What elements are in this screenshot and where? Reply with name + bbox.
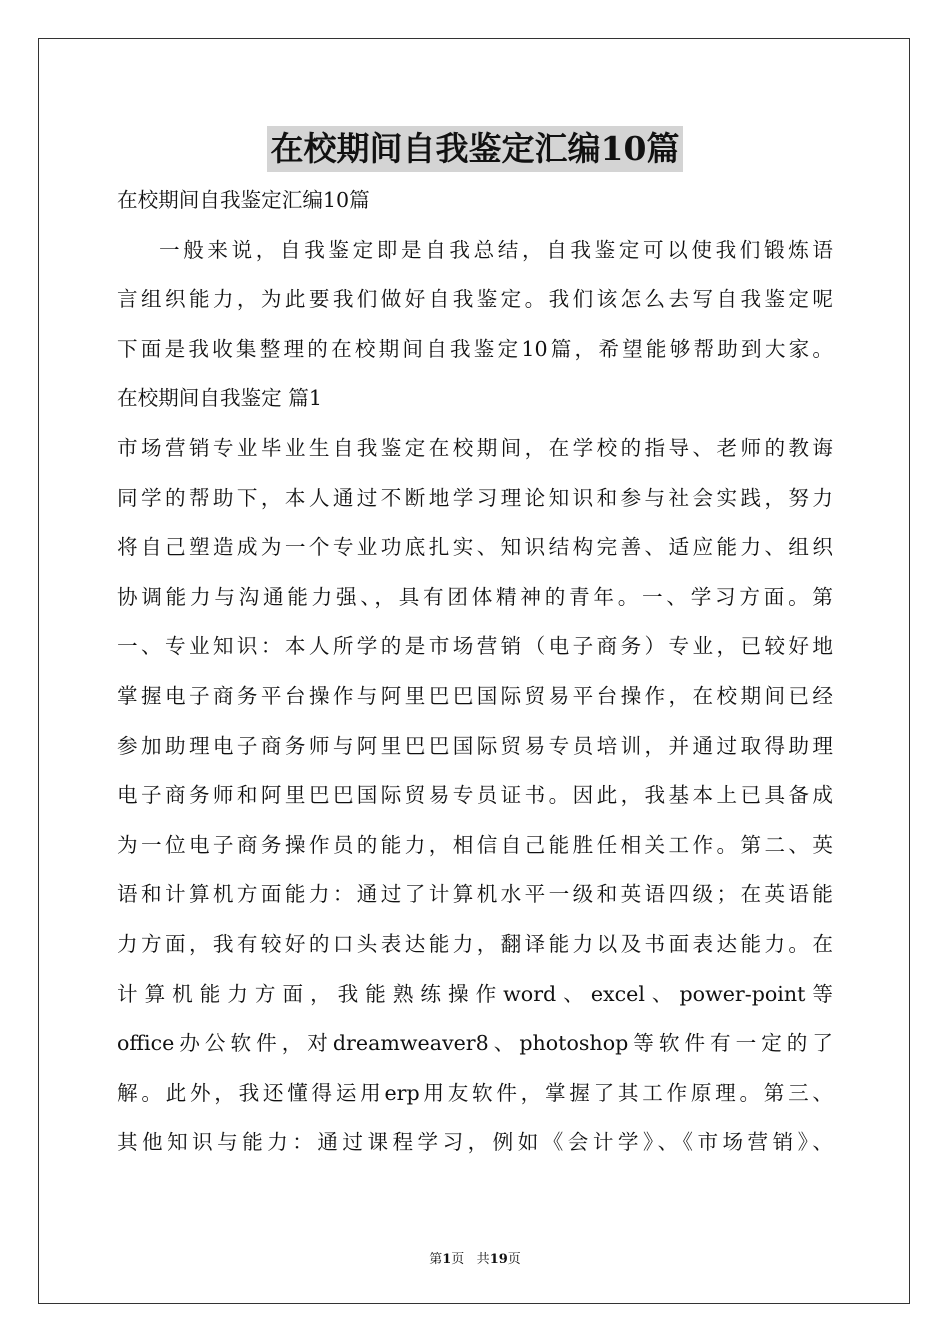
paragraph-line: 将自己塑造成为一个专业功底扎实、知识结构完善、适应能力、组织 [117, 535, 833, 560]
paragraph-line: 计算机能力方面，我能熟练操作word、excel、power-point等 [117, 981, 833, 1006]
paragraph-line: 参加助理电子商务师与阿里巴巴国际贸易专员培训，并通过取得助理 [117, 733, 833, 758]
subtitle-line: 在校期间自我鉴定汇编10篇 [117, 188, 370, 212]
paragraph-line: 协调能力与沟通能力强、，具有团体精神的青年。一、学习方面。第 [117, 584, 833, 609]
paragraph-line: 掌握电子商务平台操作与阿里巴巴国际贸易平台操作，在校期间已经 [117, 683, 833, 708]
page-number: 1 [442, 1252, 452, 1267]
paragraph-line: 其他知识与能力：通过课程学习，例如《会计学》、《市场营销》、 [117, 1130, 833, 1155]
total-suffix: 页 [507, 1252, 521, 1267]
paragraph-line: 为一位电子商务操作员的能力，相信自己能胜任相关工作。第二、英 [117, 832, 833, 857]
page-footer [0, 1248, 950, 1267]
paragraph-line: office办公软件，对dreamweaver8、photoshop等软件有一定的了 [117, 1031, 833, 1056]
total-prefix: 共 [476, 1252, 490, 1267]
paragraph-line: 同学的帮助下，本人通过不断地学习理论知识和参与社会实践，努力 [117, 485, 833, 510]
section-heading: 在校期间自我鉴定 篇1 [117, 386, 322, 411]
title-container [0, 126, 950, 172]
page-label-suffix: 页 [451, 1252, 465, 1267]
paragraph-line: 一、专业知识：本人所学的是市场营销（电子商务）专业，已较好地 [117, 634, 833, 659]
paragraph-line: 下面是我收集整理的在校期间自我鉴定10篇，希望能够帮助到大家。 [117, 336, 833, 361]
page-label-prefix: 第 [429, 1252, 443, 1267]
paragraph-line: 一般来说，自我鉴定即是自我总结，自我鉴定可以使我们锻炼语 [159, 237, 833, 262]
document-body [117, 176, 833, 1168]
paragraph-line: 市场营销专业毕业生自我鉴定在校期间，在学校的指导、老师的教诲 [117, 435, 833, 460]
paragraph-line: 言组织能力，为此要我们做好自我鉴定。我们该怎么去写自我鉴定呢 [117, 287, 833, 312]
total-pages: 19 [489, 1252, 508, 1267]
document-title: 在校期间自我鉴定汇编10篇 [267, 126, 684, 172]
paragraph-line: 语和计算机方面能力：通过了计算机水平一级和英语四级；在英语能 [117, 882, 833, 907]
paragraph-line: 电子商务师和阿里巴巴国际贸易专员证书。因此，我基本上已具备成 [117, 783, 833, 808]
paragraph-line: 力方面，我有较好的口头表达能力，翻译能力以及书面表达能力。在 [117, 931, 833, 956]
paragraph-line: 解。此外，我还懂得运用erp用友软件，掌握了其工作原理。第三、 [117, 1080, 833, 1105]
